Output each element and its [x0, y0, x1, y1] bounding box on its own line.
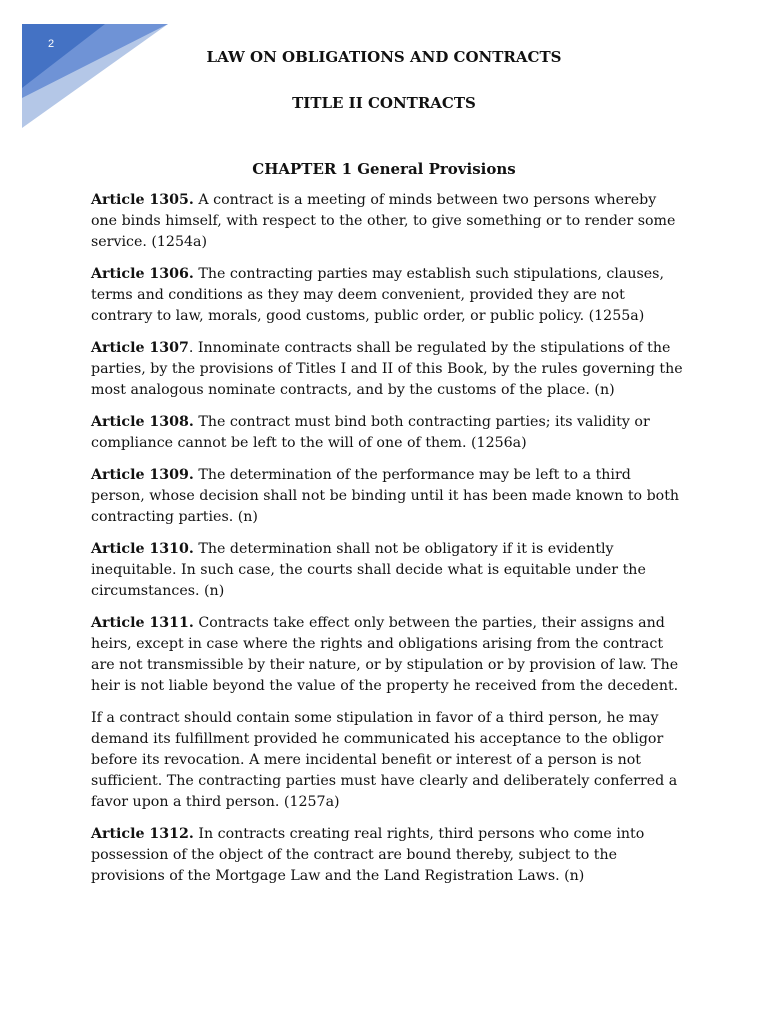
article-label: Article 1305. [91, 192, 194, 208]
articles-body [91, 190, 686, 898]
article-text: A contract is a meeting of minds between two persons whereby one binds himself, with respect to the other, to give something or to render some service. (1254a) [91, 192, 676, 250]
article-label: Article 1308. [91, 414, 194, 430]
article-label: Article 1309. [91, 467, 194, 483]
article-1310 [91, 539, 686, 602]
article-text: If a contract should contain some stipulation in favor of a third person, he may demand its fulfillment provided he communicated his acceptance to the obligor before its revocation. A mere incidental benefit or interest of a person is not sufficient. The contracting parties must have clearly and deliberately conferred a favor upon a third person. (1257a) [91, 710, 678, 810]
article-1309 [91, 465, 686, 528]
article-text: The contract must bind both contracting parties; its validity or compliance cannot be left to the will of one of them. (1256a) [91, 414, 650, 451]
article-text: The determination shall not be obligatory if it is evidently inequitable. In such case, the courts shall decide what is equitable under the circumstances. (n) [91, 541, 646, 599]
article-label: Article 1307 [91, 340, 189, 356]
article-1308 [91, 412, 686, 454]
article-text: . Innominate contracts shall be regulated by the stipulations of the parties, by the provisions of Titles I and II of this Book, by the rules governing the most analogous nominate contracts, and by the customs of the place. (n) [91, 340, 683, 398]
article-text: Contracts take effect only between the parties, their assigns and heirs, except in case where the rights and obligations arising from the contract are not transmissible by their nature, or by stipulation or by provision of law. The heir is not liable beyond the value of the property he received from the decedent. [91, 615, 679, 694]
article-label: Article 1312. [91, 826, 194, 842]
article-1312 [91, 824, 686, 887]
article-label: Article 1306. [91, 266, 194, 282]
article-text: The determination of the performance may be left to a third person, whose decision shall not be binding until it has been made known to both contracting parties. (n) [91, 467, 680, 525]
article-1311 [91, 613, 686, 697]
article-1307 [91, 338, 686, 401]
article-label: Article 1310. [91, 541, 194, 557]
document-title: LAW ON OBLIGATIONS AND CONTRACTS [206, 48, 562, 66]
title-heading: TITLE II CONTRACTS [292, 94, 476, 112]
article-1311-paragraph-2 [91, 708, 686, 813]
article-label: Article 1311. [91, 615, 194, 631]
article-text: In contracts creating real rights, third persons who come into possession of the object of the contract are bound thereby, subject to the provisions of the Mortgage Law and the Land Registration Laws. (n) [91, 826, 645, 884]
article-text: The contracting parties may establish such stipulations, clauses, terms and conditions as they may deem convenient, provided they are not contrary to law, morals, good customs, public order, or public policy. (1255a) [91, 266, 664, 324]
article-1305 [91, 190, 686, 253]
chapter-heading: CHAPTER 1 General Provisions [252, 160, 516, 178]
page-number: 2 [48, 38, 55, 50]
article-1306 [91, 264, 686, 327]
